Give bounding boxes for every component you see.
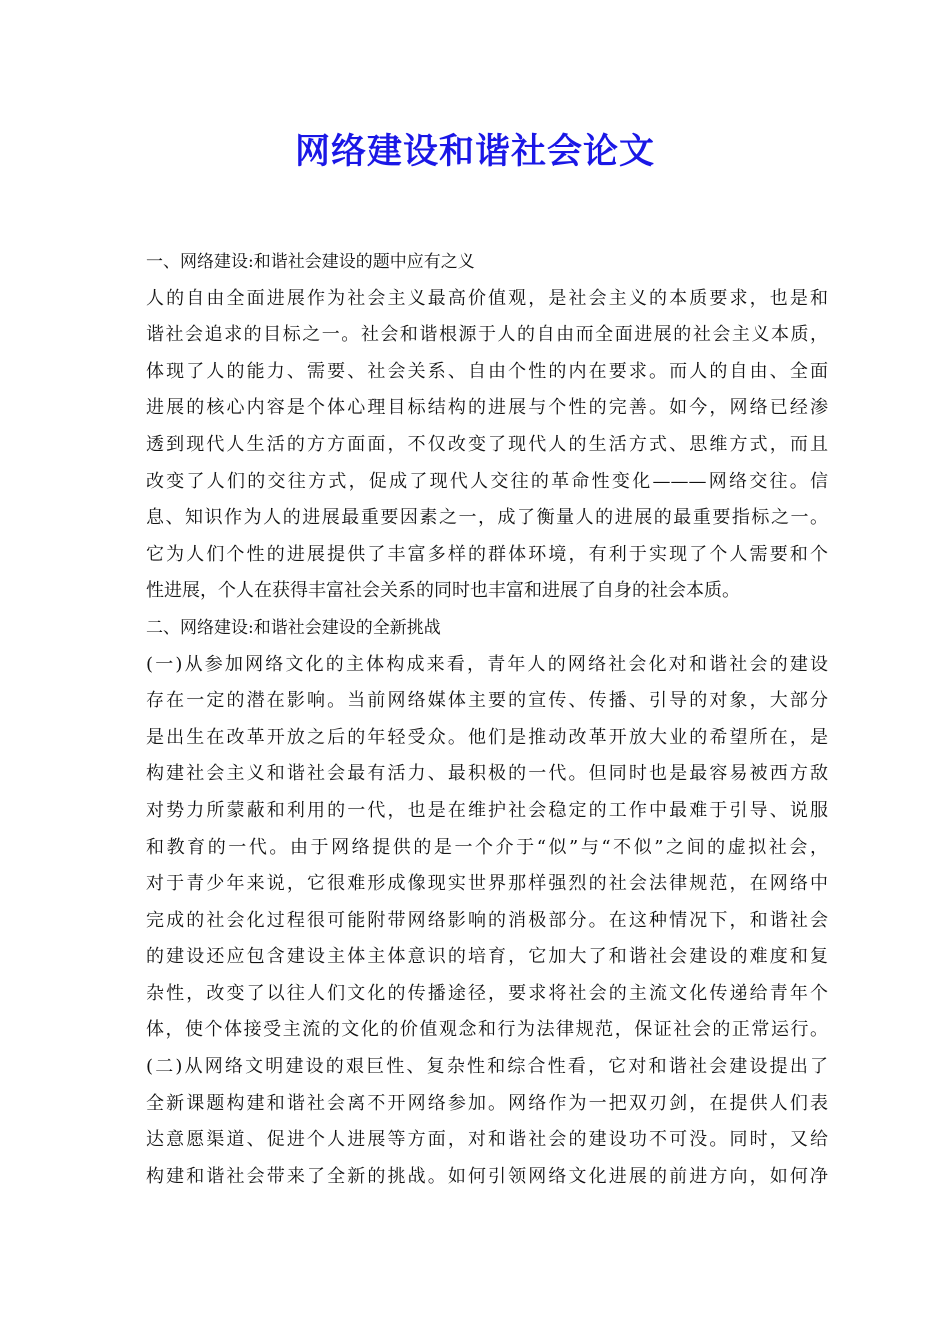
paragraph-line: (一)从参加网络文化的主体构成来看，青年人的网络社会化对和谐社会的建设 (146, 653, 828, 675)
paragraph-line: 它为人们个性的进展提供了丰富多样的群体环境，有利于实现了个人需要和个 (146, 543, 828, 565)
paragraph-line: (二)从网络文明建设的艰巨性、复杂性和综合性看，它对和谐社会建设提出了 (146, 1056, 828, 1078)
paragraph-line: 体，使个体接受主流的文化的价值观念和行为法律规范，保证社会的正常运行。 (146, 1019, 828, 1041)
paragraph-line: 的建设还应包含建设主体主体意识的培育，它加大了和谐社会建设的难度和复 (146, 946, 828, 968)
paragraph-line: 体现了人的能力、需要、社会关系、自由个性的内在要求。而人的自由、全面 (146, 360, 828, 382)
paragraph-line: 存在一定的潜在影响。当前网络媒体主要的宣传、传播、引导的对象，大部分 (146, 690, 828, 712)
paragraph-line: 人的自由全面进展作为社会主义最高价值观，是社会主义的本质要求，也是和 (146, 287, 828, 309)
paragraph-line: 对于青少年来说，它很难形成像现实世界那样强烈的社会法律规范，在网络中 (146, 873, 828, 895)
paragraph-line: 息、知识作为人的进展最重要因素之一，成了衡量人的进展的最重要指标之一。 (146, 507, 828, 529)
paragraph-line: 构建和谐社会带来了全新的挑战。如何引领网络文化进展的前进方向，如何净 (146, 1165, 828, 1187)
section-heading: 一、网络建设:和谐社会建设的题中应有之义 (146, 252, 475, 272)
paragraph-line: 透到现代人生活的方方面面，不仅改变了现代人的生活方式、思维方式，而且 (146, 433, 828, 455)
paragraph-line: 和教育的一代。由于网络提供的是一个介于“似”与“不似”之间的虚拟社会， (146, 836, 828, 858)
paragraph-line: 对势力所蒙蔽和利用的一代，也是在维护社会稳定的工作中最难于引导、说服 (146, 799, 828, 821)
document-title: 网络建设和谐社会论文 (294, 131, 655, 172)
paragraph-line: 完成的社会化过程很可能附带网络影响的消极部分。在这种情况下，和谐社会 (146, 909, 828, 931)
paragraph-line: 进展的核心内容是个体心理目标结构的进展与个性的完善。如今，网络已经渗 (146, 397, 828, 419)
paragraph-line: 杂性，改变了以往人们文化的传播途径，要求将社会的主流文化传递给青年个 (146, 982, 828, 1004)
paragraph-line: 全新课题构建和谐社会离不开网络参加。网络作为一把双刃剑，在提供人们表 (146, 1092, 828, 1114)
section-heading: 二、网络建设:和谐社会建设的全新挑战 (146, 617, 441, 638)
paragraph-line: 是出生在改革开放之后的年轻受众。他们是推动改革开放大业的希望所在，是 (146, 726, 828, 748)
paragraph-line: 构建社会主义和谐社会最有活力、最积极的一代。但同时也是最容易被西方敌 (146, 763, 828, 785)
document-body (146, 244, 828, 1195)
paragraph-line: 性进展，个人在获得丰富社会关系的同时也丰富和进展了自身的社会本质。 (146, 580, 740, 602)
paragraph-line: 改变了人们的交往方式，促成了现代人交往的革命性变化———网络交往。信 (146, 470, 828, 492)
paragraph-line: 达意愿渠道、促进个人进展等方面，对和谐社会的建设功不可没。同时，又给 (146, 1129, 828, 1151)
paragraph-line: 谐社会追求的目标之一。社会和谐根源于人的自由而全面进展的社会主义本质， (146, 324, 828, 346)
